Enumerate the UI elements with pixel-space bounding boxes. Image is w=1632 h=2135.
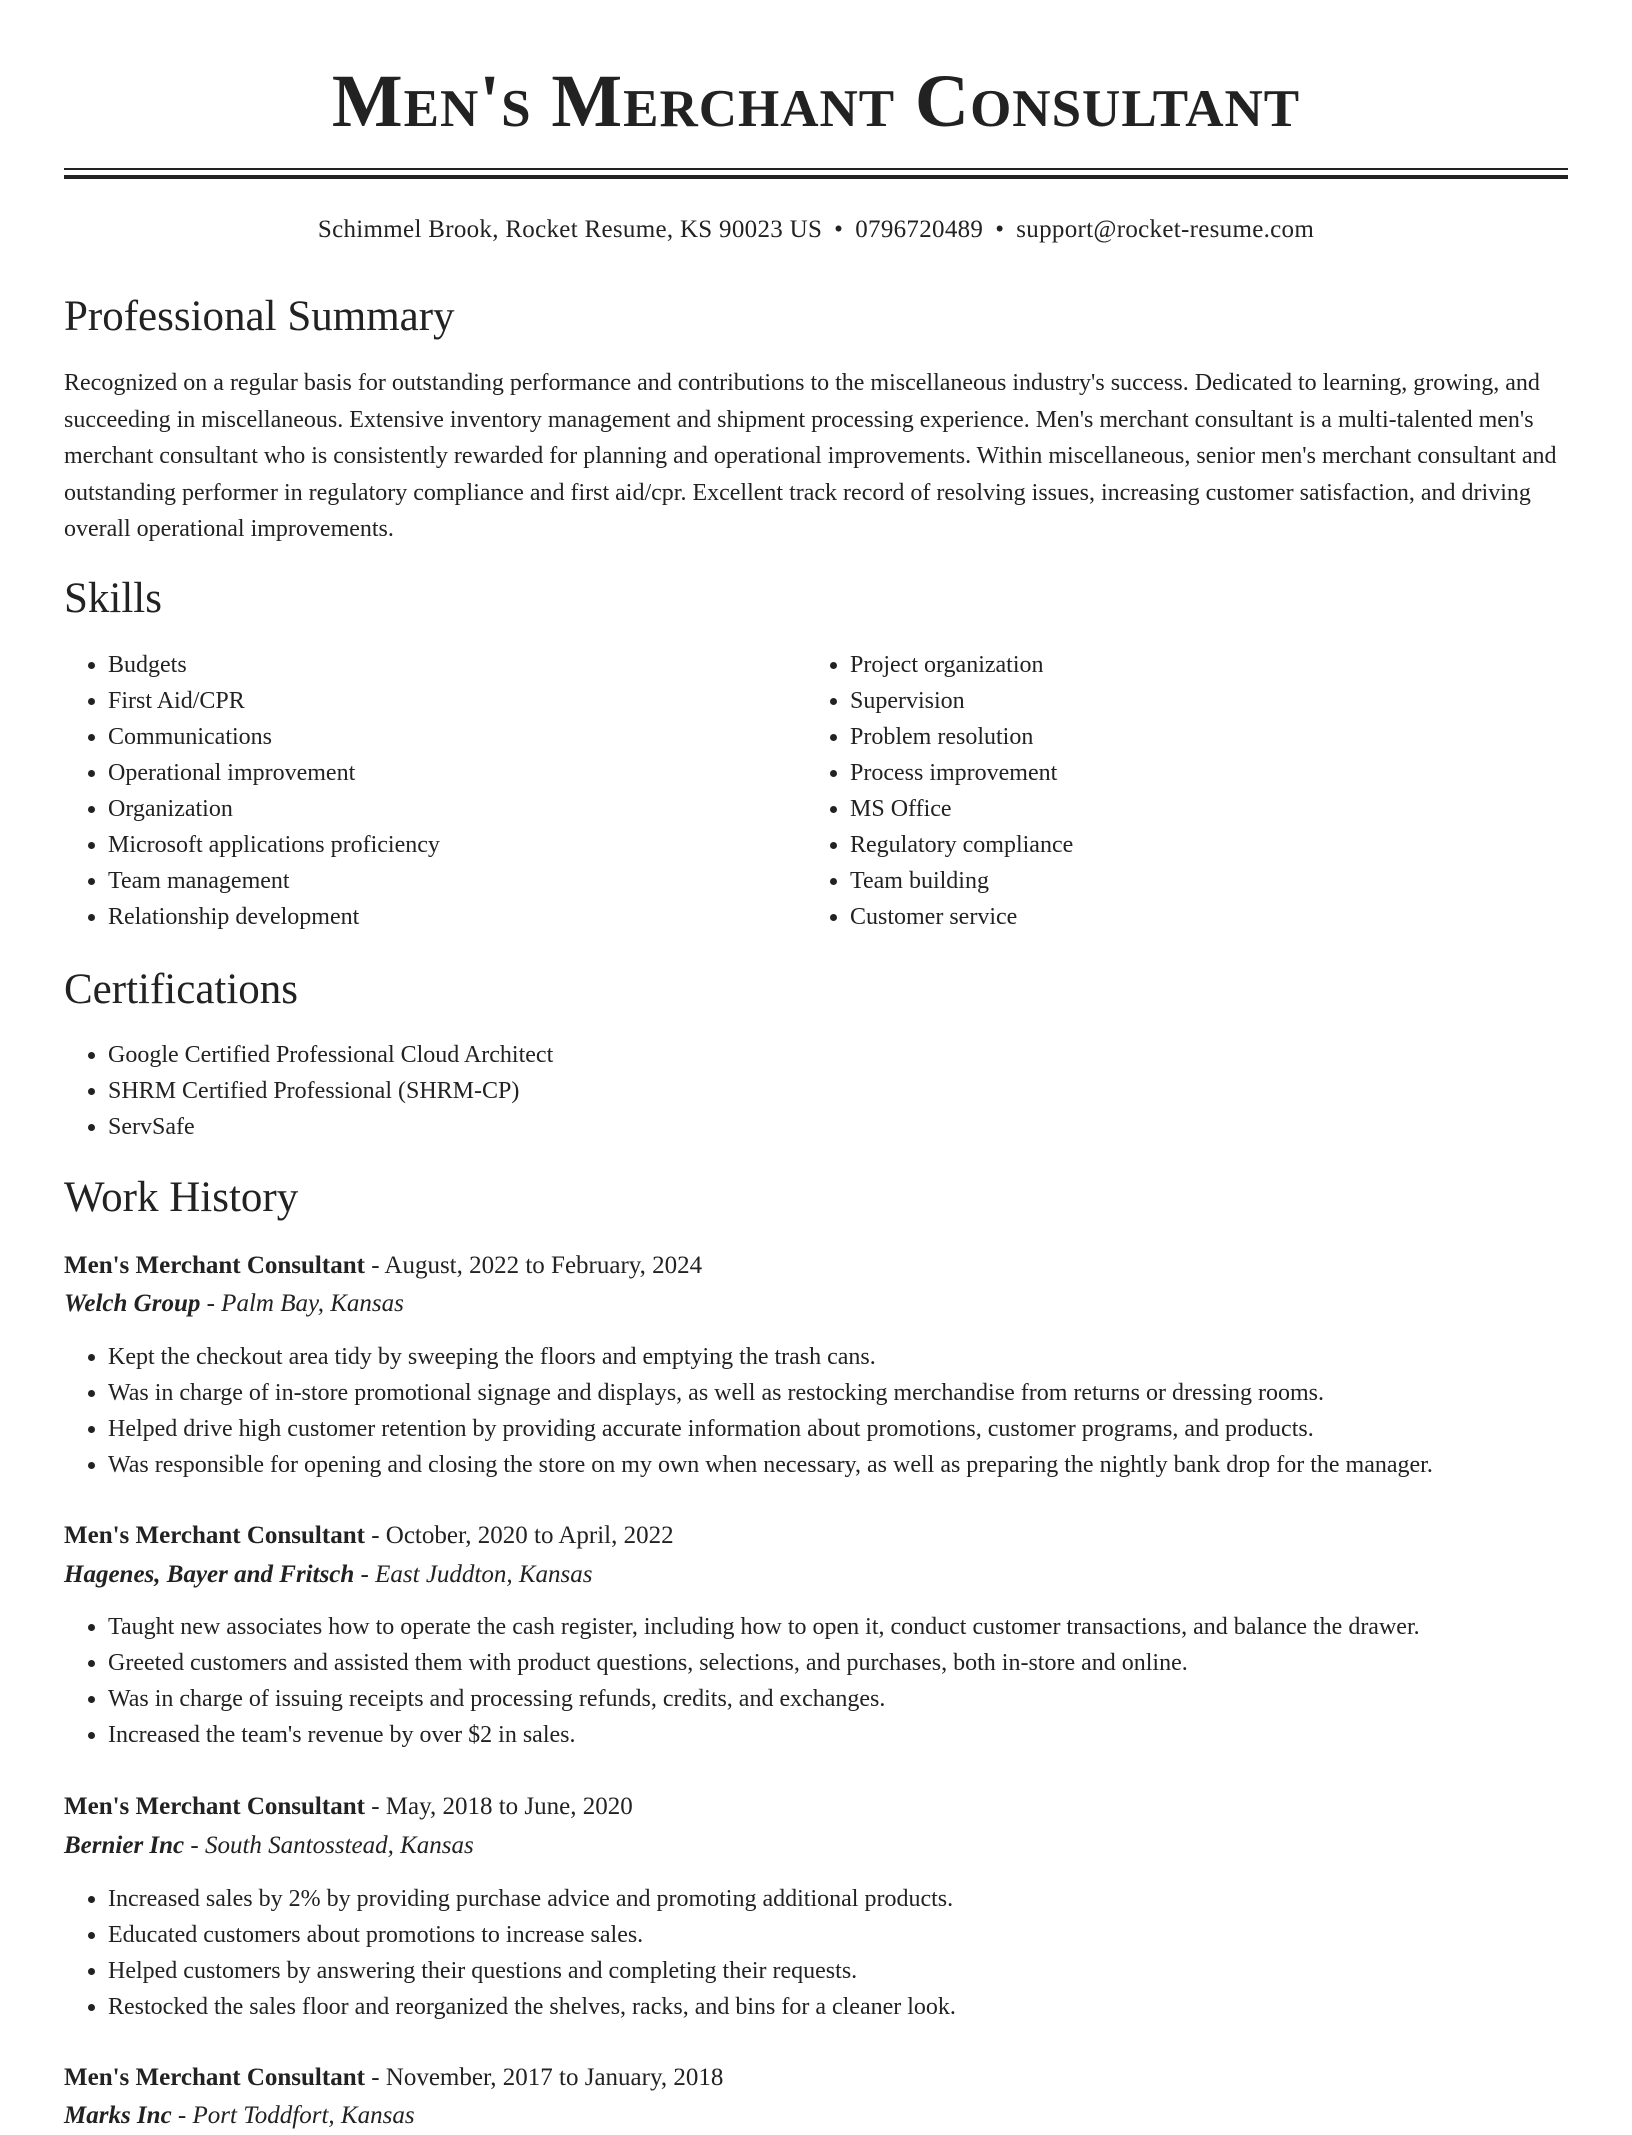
job-company-line bbox=[64, 1285, 404, 1323]
job-bullets bbox=[64, 1339, 1433, 1483]
job-company: Marks Inc bbox=[64, 2102, 172, 2129]
list-item: • MS Office bbox=[850, 791, 1073, 827]
summary-text: Recognized on a regular basis for outstanding performance and contributions to the miscellaneous industry's success. Dedicated to learning, growing, and succeeding in miscellaneous. Extensive inventory management and shipment processing experience. Men's merchant consultant is a multi-talented men's merchant consultant who is consistently rewarded for planning and operational improvements. Within miscellaneous, senior men's merchant consultant and outstanding performer in regulatory compliance and first aid/cpr. Excellent track record of resolving issues, increasing customer satisfaction, and driving overall operational improvements. bbox=[64, 370, 1557, 542]
title-rule-thick bbox=[64, 175, 1568, 179]
contact-line bbox=[0, 215, 1632, 245]
certifications-list bbox=[64, 1037, 553, 1145]
job-company-line bbox=[64, 1556, 593, 1594]
title-rule-thin bbox=[64, 168, 1568, 170]
list-item: • Was in charge of issuing receipts and processing refunds, credits, and exchanges. bbox=[108, 1681, 1420, 1717]
list-item: • First Aid/CPR bbox=[108, 683, 440, 719]
list-item: • Communications bbox=[108, 719, 440, 755]
list-item: • Helped customers by answering their questions and completing their requests. bbox=[108, 1953, 956, 1989]
job-title: Men's Merchant Consultant bbox=[64, 1252, 365, 1279]
list-item: • Taught new associates how to operate the cash register, including how to open it, conduct customer transactions, and balance the drawer. bbox=[108, 1609, 1420, 1645]
certifications-heading: Certifications bbox=[64, 966, 299, 1013]
job-location: - East Juddton, Kansas bbox=[354, 1561, 593, 1588]
skills-heading: Skills bbox=[64, 575, 162, 622]
work-history-heading: Work History bbox=[64, 1174, 299, 1221]
contact-separator: • bbox=[995, 216, 1005, 243]
job-company: Welch Group bbox=[64, 1290, 201, 1317]
skills-list-right bbox=[806, 647, 1073, 935]
list-item: • Kept the checkout area tidy by sweeping the floors and emptying the trash cans. bbox=[108, 1339, 1433, 1375]
list-item: • ServSafe bbox=[108, 1109, 553, 1145]
contact-email: support@rocket-resume.com bbox=[1016, 216, 1315, 243]
list-item: • Organization bbox=[108, 791, 440, 827]
job-title: Men's Merchant Consultant bbox=[64, 1522, 365, 1549]
job-company: Hagenes, Bayer and Fritsch bbox=[64, 1561, 355, 1588]
job-dates: - November, 2017 to January, 2018 bbox=[364, 2064, 724, 2091]
job-dates: - May, 2018 to June, 2020 bbox=[364, 1793, 633, 1820]
job-company: Bernier Inc bbox=[64, 1832, 185, 1859]
job-title: Men's Merchant Consultant bbox=[64, 1793, 365, 1820]
job-company-line bbox=[64, 2097, 415, 2135]
skills-list-left bbox=[64, 647, 440, 935]
list-item: • Google Certified Professional Cloud Architect bbox=[108, 1037, 553, 1073]
job-title-line bbox=[64, 1788, 633, 1826]
job-location: - South Santosstead, Kansas bbox=[184, 1832, 474, 1859]
list-item: • Was in charge of in-store promotional signage and displays, as well as restocking merchandise from returns or dressing rooms. bbox=[108, 1375, 1433, 1411]
job-dates: - August, 2022 to February, 2024 bbox=[364, 1252, 703, 1279]
list-item: • Team management bbox=[108, 863, 440, 899]
list-item: • Relationship development bbox=[108, 899, 440, 935]
job-title-line bbox=[64, 1247, 702, 1285]
contact-address: Schimmel Brook, Rocket Resume, KS 90023 US bbox=[317, 216, 823, 243]
list-item: • Team building bbox=[850, 863, 1073, 899]
job-title-line bbox=[64, 1517, 674, 1555]
summary-heading: Professional Summary bbox=[64, 293, 455, 340]
list-item: • Supervision bbox=[850, 683, 1073, 719]
job-title: Men's Merchant Consultant bbox=[64, 2064, 365, 2091]
list-item: • Increased the team's revenue by over $2 in sales. bbox=[108, 1717, 1420, 1753]
list-item: • Helped drive high customer retention by providing accurate information about promotions, customer programs, and products. bbox=[108, 1411, 1433, 1447]
job-dates: - October, 2020 to April, 2022 bbox=[364, 1522, 674, 1549]
list-item: • Regulatory compliance bbox=[850, 827, 1073, 863]
list-item: • Process improvement bbox=[850, 755, 1073, 791]
list-item: • Operational improvement bbox=[108, 755, 440, 791]
job-location: - Palm Bay, Kansas bbox=[200, 1290, 404, 1317]
list-item: • Greeted customers and assisted them with product questions, selections, and purchases, both in-store and online. bbox=[108, 1645, 1420, 1681]
job-title-line bbox=[64, 2059, 723, 2097]
list-item: • Project organization bbox=[850, 647, 1073, 683]
job-location: - Port Toddfort, Kansas bbox=[171, 2102, 415, 2129]
contact-separator: • bbox=[834, 216, 844, 243]
list-item: • Problem resolution bbox=[850, 719, 1073, 755]
list-item: • Restocked the sales floor and reorganized the shelves, racks, and bins for a cleaner look. bbox=[108, 1989, 956, 2025]
list-item: • SHRM Certified Professional (SHRM-CP) bbox=[108, 1073, 553, 1109]
job-bullets bbox=[64, 1881, 956, 2025]
list-item: • Educated customers about promotions to increase sales. bbox=[108, 1917, 956, 1953]
contact-phone: 0796720489 bbox=[855, 216, 984, 243]
page-title: Men's Merchant Consultant bbox=[331, 60, 1301, 143]
list-item: • Budgets bbox=[108, 647, 440, 683]
job-company-line bbox=[64, 1827, 474, 1865]
job-bullets bbox=[64, 1609, 1420, 1753]
list-item: • Customer service bbox=[850, 899, 1073, 935]
list-item: • Increased sales by 2% by providing purchase advice and promoting additional products. bbox=[108, 1881, 956, 1917]
list-item: • Microsoft applications proficiency bbox=[108, 827, 440, 863]
list-item: • Was responsible for opening and closing the store on my own when necessary, as well as preparing the nightly bank drop for the manager. bbox=[108, 1447, 1433, 1483]
